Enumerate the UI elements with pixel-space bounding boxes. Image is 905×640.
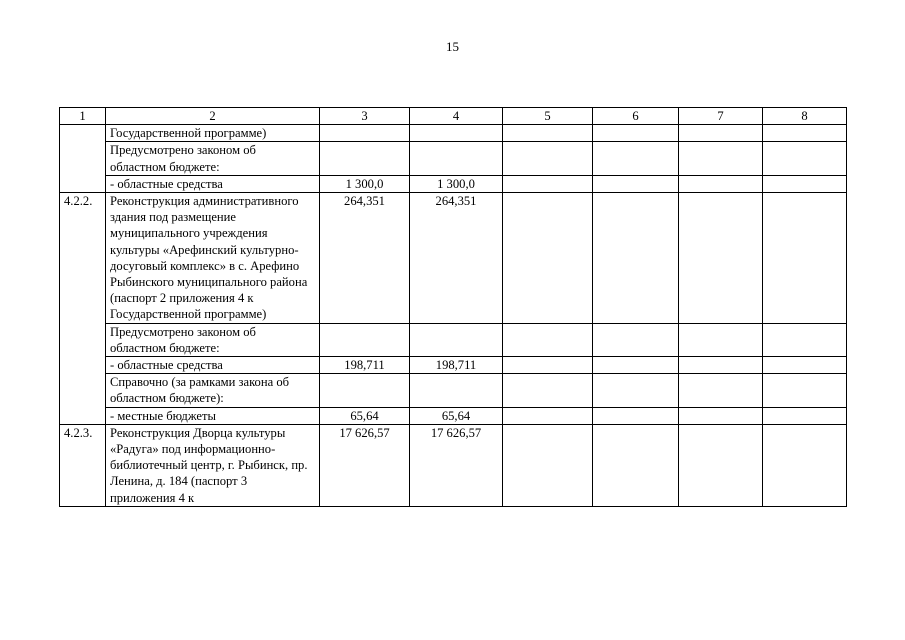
column-header: 4 bbox=[410, 108, 503, 125]
row-description: - областные средства bbox=[106, 357, 320, 374]
cell-col3 bbox=[320, 125, 410, 142]
row-description: - областные средства bbox=[106, 175, 320, 192]
column-header: 1 bbox=[60, 108, 106, 125]
cell-col3: 264,351 bbox=[320, 193, 410, 324]
row-code: 4.2.2. bbox=[60, 193, 106, 425]
header-row bbox=[60, 108, 847, 125]
column-header: 5 bbox=[503, 108, 593, 125]
row-description: Справочно (за рамками закона об областном бюджете): bbox=[106, 374, 320, 407]
budget-table bbox=[59, 107, 847, 507]
row-description: Предусмотрено законом об областном бюджете: bbox=[106, 142, 320, 175]
column-header: 3 bbox=[320, 108, 410, 125]
cell-col4: 17 626,57 bbox=[410, 424, 503, 506]
table-row bbox=[60, 193, 847, 324]
cell-col3: 65,64 bbox=[320, 407, 410, 424]
table-row bbox=[60, 374, 847, 407]
row-description: Реконструкция административного здания под размещение муниципального учреждения культуры «Арефинский культурно-досуговый комплекс» в с. Арефино Рыбинского муниципального района (паспорт 2 приложения 4 к Государственной программе) bbox=[106, 193, 320, 324]
column-header: 7 bbox=[679, 108, 763, 125]
cell-col3 bbox=[320, 323, 410, 356]
row-code bbox=[60, 125, 106, 193]
column-header: 2 bbox=[106, 108, 320, 125]
table-row bbox=[60, 142, 847, 175]
cell-col3: 17 626,57 bbox=[320, 424, 410, 506]
cell-col4: 198,711 bbox=[410, 357, 503, 374]
cell-col4: 65,64 bbox=[410, 407, 503, 424]
table-row bbox=[60, 424, 847, 506]
row-description: Предусмотрено законом об областном бюджете: bbox=[106, 323, 320, 356]
cell-col4 bbox=[410, 374, 503, 407]
page-number: 15 bbox=[446, 39, 459, 54]
cell-col3: 1 300,0 bbox=[320, 175, 410, 192]
cell-col3: 198,711 bbox=[320, 357, 410, 374]
cell-col4 bbox=[410, 323, 503, 356]
table-row bbox=[60, 357, 847, 374]
cell-col4: 1 300,0 bbox=[410, 175, 503, 192]
cell-col4: 264,351 bbox=[410, 193, 503, 324]
row-description: - местные бюджеты bbox=[106, 407, 320, 424]
table-row bbox=[60, 407, 847, 424]
row-code: 4.2.3. bbox=[60, 424, 106, 506]
row-description: Государственной программе) bbox=[106, 125, 320, 142]
table-row bbox=[60, 323, 847, 356]
cell-col4 bbox=[410, 125, 503, 142]
row-description: Реконструкция Дворца культуры «Радуга» под информационно-библиотечный центр, г. Рыбинск, пр. Ленина, д. 184 (паспорт 3 приложения 4 к bbox=[106, 424, 320, 506]
table-row bbox=[60, 175, 847, 192]
column-header: 6 bbox=[593, 108, 679, 125]
table-row bbox=[60, 125, 847, 142]
column-header: 8 bbox=[763, 108, 847, 125]
cell-col3 bbox=[320, 374, 410, 407]
cell-col4 bbox=[410, 142, 503, 175]
cell-col3 bbox=[320, 142, 410, 175]
